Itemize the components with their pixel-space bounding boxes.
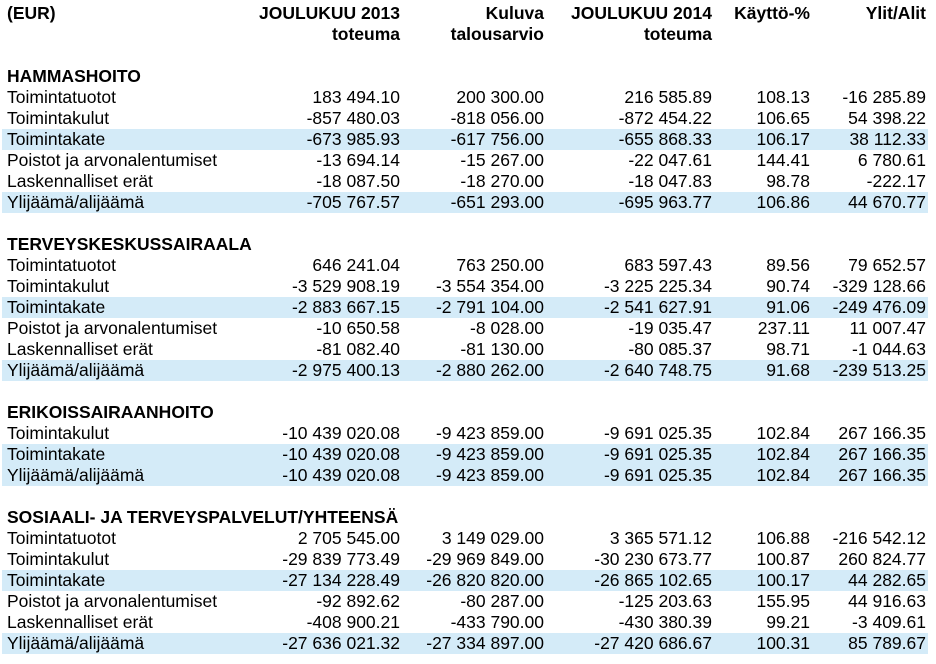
row-value: 3 149 029.00 [441,528,544,548]
row-label: Ylijäämä/alijäämä [7,192,145,212]
row-value: 646 241.04 [312,255,400,275]
row-value: -1 044.63 [852,339,926,359]
section-title: ERIKOISSAIRAANHOITO [7,402,214,422]
row-value: 106.86 [756,192,810,212]
row-label: Poistot ja arvonalentumiset [7,318,218,338]
row-value: 683 597.43 [624,255,712,275]
row-value: -2 883 667.15 [291,297,400,317]
row-value: -18 270.00 [460,171,544,191]
row-value: 102.84 [756,423,810,443]
row-label: Toimintakulut [7,549,110,569]
row-value: -10 650.58 [316,318,400,338]
row-value: -9 423 859.00 [435,444,544,464]
column-header-2013-actual [259,3,400,45]
row-value: -433 790.00 [450,612,544,632]
column-header-over-under [866,3,926,24]
row-value: -26 865 102.65 [594,570,712,590]
row-label: Poistot ja arvonalentumiset [7,150,218,170]
row-value: 260 824.77 [838,549,926,569]
row-value: -408 900.21 [306,612,400,632]
row-label: Toimintakulut [7,423,110,443]
row-value: -249 476.09 [832,297,926,317]
currency-header [7,3,56,24]
section-title: TERVEYSKESKUSSAIRAALA [7,234,252,254]
row-value: 79 652.57 [848,255,926,275]
row-value: 91.68 [766,360,810,380]
row-value: 155.95 [756,591,810,611]
row-value: -2 975 400.13 [291,360,400,380]
table-row [2,129,928,150]
row-value: -3 554 354.00 [435,276,544,296]
row-value: 54 398.22 [848,108,926,128]
row-label: Ylijäämä/alijäämä [7,633,145,653]
row-label: Toimintakate [7,129,106,149]
row-value: -125 203.63 [618,591,712,611]
row-label: Toimintatuotot [7,87,116,107]
table-row [0,171,936,192]
row-value: 763 250.00 [456,255,544,275]
table-row [0,591,936,612]
row-value: -673 985.93 [306,129,400,149]
header-line: Ylit/Alit [865,3,926,23]
row-value: -19 035.47 [628,318,712,338]
row-value: 106.65 [756,108,810,128]
row-value: 216 585.89 [624,87,712,107]
row-label: Toimintakate [7,570,106,590]
row-value: 108.13 [756,87,810,107]
row-value: -329 128.66 [832,276,926,296]
row-label: Ylijäämä/alijäämä [7,465,145,485]
row-value: -10 439 020.08 [282,423,400,443]
row-value: -2 541 627.91 [603,297,712,317]
row-value: -872 454.22 [618,108,712,128]
row-value: -27 636 021.32 [282,633,400,653]
row-value: 102.84 [756,444,810,464]
table-row [2,633,928,654]
row-value: -651 293.00 [450,192,544,212]
row-value: 98.71 [766,339,810,359]
row-value: 6 780.61 [857,150,926,170]
row-value: 44 916.63 [848,591,926,611]
header-line: toteuma [643,24,712,44]
header-line: talousarvio [450,24,544,44]
row-value: 11 007.47 [849,318,926,338]
row-label: Toimintatuotot [7,528,116,548]
row-value: -29 839 773.49 [282,549,400,569]
row-value: -655 868.33 [618,129,712,149]
row-value: -239 513.25 [832,360,926,380]
row-value: -2 640 748.75 [603,360,712,380]
row-value: 2 705 545.00 [297,528,400,548]
column-header-usage-percent [734,3,810,24]
row-value: -3 225 225.34 [603,276,712,296]
section-title: SOSIAALI- JA TERVEYSPALVELUT/YHTEENSÄ [7,507,399,527]
header-line: JOULUKUU 2014 [570,3,712,23]
row-value: -695 963.77 [618,192,712,212]
row-value: -9 691 025.35 [603,465,712,485]
row-value: 85 789.67 [848,633,926,653]
table-row [0,318,936,339]
row-label: Laskennalliset erät [7,339,153,359]
row-label: Laskennalliset erät [7,171,153,191]
row-value: 106.17 [756,129,810,149]
table-row [0,108,936,129]
row-value: 183 494.10 [312,87,400,107]
row-label: Toimintakulut [7,276,110,296]
table-row [0,549,936,570]
table-row [2,570,928,591]
row-label: Toimintakulut [7,108,110,128]
row-value: -18 047.83 [628,171,712,191]
header-line: Käyttö-% [734,3,810,23]
row-value: -216 542.12 [832,528,926,548]
table-row [0,339,936,360]
column-header-2014-actual [571,3,712,45]
row-value: 267 166.35 [838,465,926,485]
row-value: -81 082.40 [316,339,400,359]
row-label: Toimintakate [7,444,106,464]
row-value: -3 529 908.19 [291,276,400,296]
row-label: Poistot ja arvonalentumiset [7,591,218,611]
row-value: -27 134 228.49 [282,570,400,590]
row-value: -80 085.37 [628,339,712,359]
row-value: -15 267.00 [460,150,544,170]
row-value: -430 380.39 [618,612,712,632]
row-value: 100.87 [756,549,810,569]
row-value: 44 282.65 [848,570,926,590]
row-value: 91.06 [766,297,810,317]
column-header-budget [451,3,544,45]
row-value: 90.74 [766,276,810,296]
table-row [0,612,936,633]
row-value: 144.41 [756,150,810,170]
row-value: -818 056.00 [450,108,544,128]
header-line: JOULUKUU 2013 [258,3,400,23]
row-value: 200 300.00 [456,87,544,107]
row-value: -92 892.62 [316,591,400,611]
header-line: toteuma [331,24,400,44]
table-row [0,150,936,171]
table-row [2,297,928,318]
row-value: -857 480.03 [306,108,400,128]
row-value: 267 166.35 [838,423,926,443]
currency-label: (EUR) [7,3,56,23]
row-value: -222.17 [866,171,926,191]
row-label: Toimintatuotot [7,255,116,275]
row-value: 267 166.35 [838,444,926,464]
table-row [2,192,928,213]
row-value: -29 969 849.00 [426,549,544,569]
row-value: -13 694.14 [316,150,400,170]
row-value: -9 691 025.35 [603,423,712,443]
row-value: -617 756.00 [450,129,544,149]
row-value: 44 670.77 [848,192,926,212]
row-value: 100.17 [756,570,810,590]
row-value: 38 112.33 [849,129,926,149]
row-value: -18 087.50 [316,171,400,191]
row-value: 89.56 [766,255,810,275]
table-row [2,444,928,465]
row-value: -705 767.57 [306,192,400,212]
row-value: 102.84 [756,465,810,485]
row-value: -27 334 897.00 [426,633,544,653]
row-value: -26 820 820.00 [426,570,544,590]
row-value: 106.88 [756,528,810,548]
row-value: -30 230 673.77 [594,549,712,569]
row-value: 98.78 [766,171,810,191]
row-value: -10 439 020.08 [282,465,400,485]
row-value: -8 028.00 [470,318,544,338]
row-value: -9 691 025.35 [603,444,712,464]
row-value: -2 880 262.00 [435,360,544,380]
row-value: 99.21 [766,612,810,632]
row-value: -27 420 686.67 [594,633,712,653]
row-value: -22 047.61 [628,150,712,170]
row-value: 100.31 [756,633,810,653]
row-value: -3 409.61 [852,612,926,632]
row-value: -9 423 859.00 [435,465,544,485]
row-value: 3 365 571.12 [609,528,712,548]
row-value: -10 439 020.08 [282,444,400,464]
row-value: -80 287.00 [460,591,544,611]
table-row [2,360,928,381]
header-line: Kuluva [485,3,544,23]
table-row [0,255,936,276]
section-title: HAMMASHOITO [7,66,141,86]
row-value: -16 285.89 [842,87,926,107]
table-row [2,465,928,486]
table-row [0,87,936,108]
row-value: -9 423 859.00 [435,423,544,443]
row-label: Laskennalliset erät [7,612,153,632]
table-row [0,528,936,549]
row-label: Ylijäämä/alijäämä [7,360,145,380]
table-row [0,276,936,297]
row-value: -81 130.00 [460,339,544,359]
row-value: 237.11 [757,318,810,338]
row-value: -2 791 104.00 [435,297,544,317]
table-row [0,423,936,444]
row-label: Toimintakate [7,297,106,317]
